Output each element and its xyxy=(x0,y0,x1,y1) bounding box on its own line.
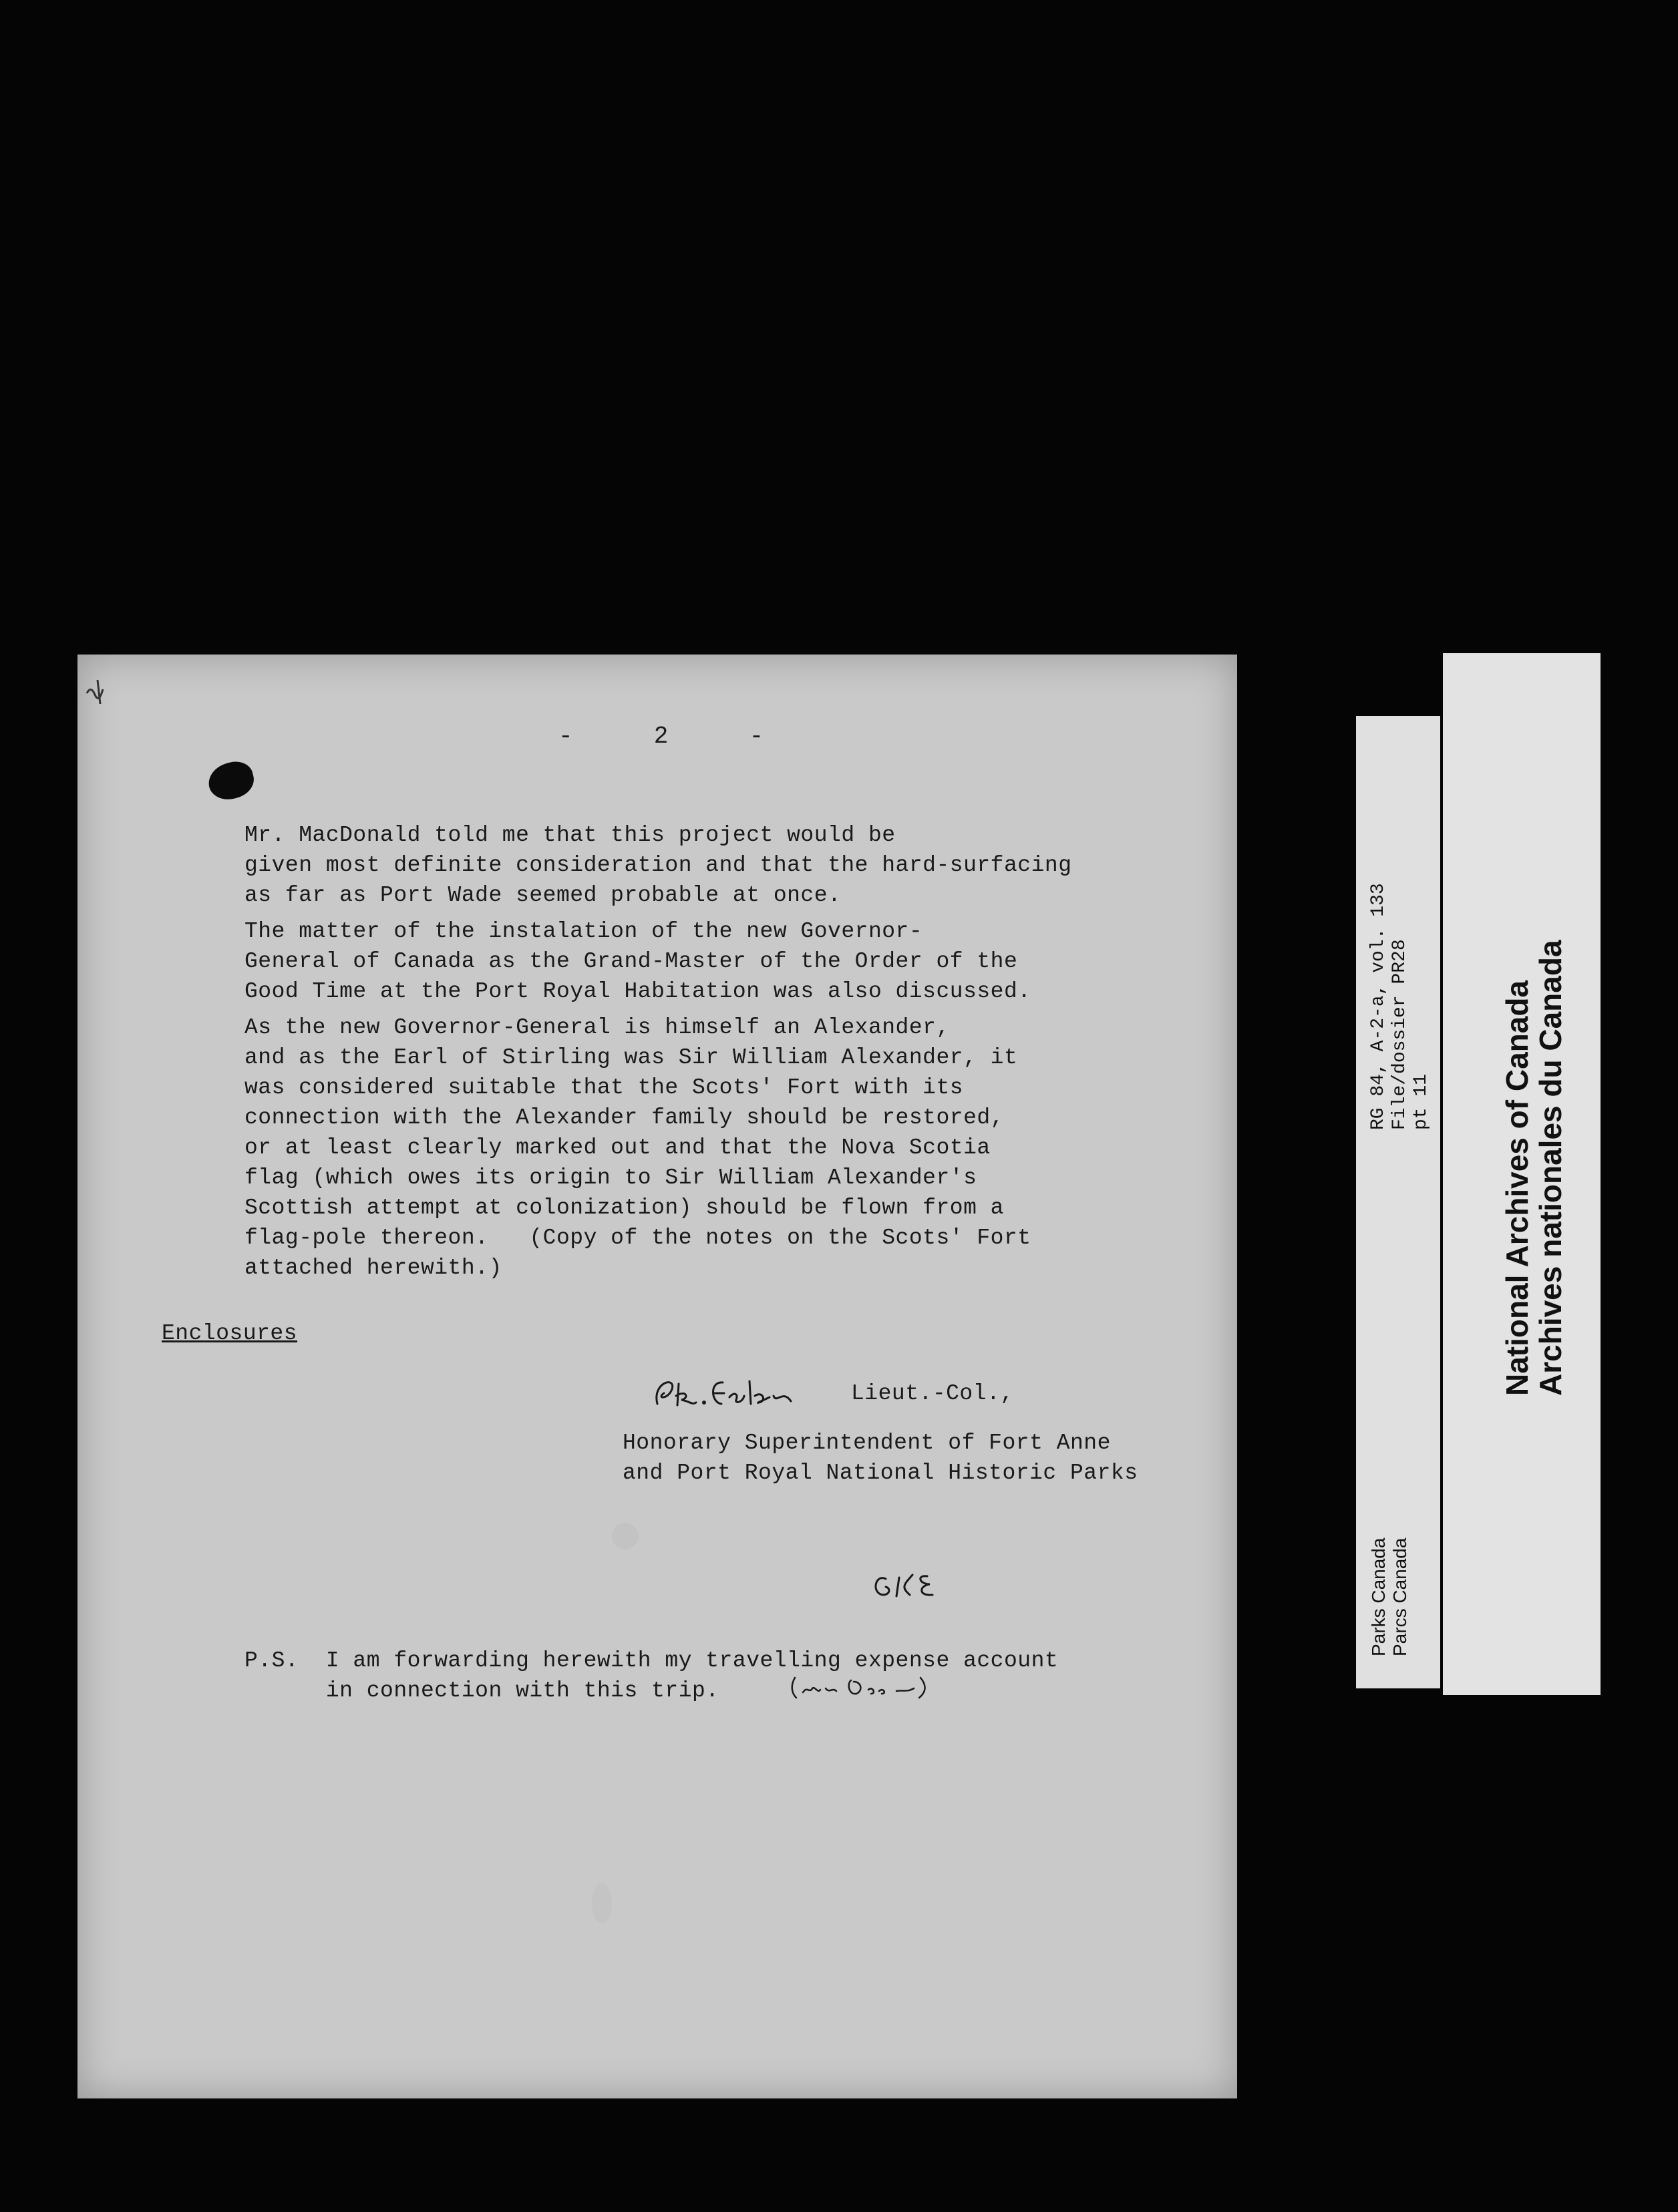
handwritten-signature xyxy=(649,1369,843,1416)
paragraph-1: Mr. MacDonald told me that this project would be given most definite consideration and that the hard-surfacing as far as Port Wade seemed probable at once. xyxy=(244,823,1072,908)
enclosures-label: Enclosures xyxy=(162,1321,298,1346)
handwritten-note xyxy=(790,1674,930,1700)
postscript: P.S. I am forwarding herewith my travelling expense account in connection with this trip. xyxy=(244,1648,1059,1703)
strip-reference-label: RG 84, A-2-a, vol. 133 File/dossier PR28 pt 11 xyxy=(1368,883,1432,1130)
margin-pencil-mark xyxy=(81,673,122,713)
handwritten-initials xyxy=(866,1564,966,1611)
paper-stain xyxy=(592,1883,612,1923)
page-number: - 2 - xyxy=(558,723,782,750)
national-archives-strip xyxy=(1443,653,1601,1695)
ink-blot xyxy=(204,758,257,804)
document-page xyxy=(77,655,1237,2098)
signature-title: Honorary Superintendent of Fort Anne and Port Royal National Historic Parks xyxy=(623,1431,1138,1485)
paragraph-2: The matter of the instalation of the new Governor- General of Canada as the Grand-Master of the Order of the Good Time at the Port Royal Habitation was also discussed. xyxy=(244,919,1031,1004)
archive-reference-strip xyxy=(1356,716,1440,1688)
strip-agency-label: Parks Canada Parcs Canada xyxy=(1368,1537,1410,1656)
strip-institution-label: National Archives of Canada Archives nationales du Canada xyxy=(1500,940,1568,1396)
signature-rank: Lieut.-Col., xyxy=(851,1381,1014,1406)
paper-stain xyxy=(612,1523,639,1549)
paragraph-3: As the new Governor-General is himself an Alexander, and as the Earl of Stirling was Sir William Alexander, it was considered suitable that the Scots' Fort with its connection with the Alexander family should be restored, or at least clearly marked out and that the Nova Scotia flag (which owes its origin to Sir William Alexander's Scottish attempt at colonization) should be flown from a flag-pole thereon. (Copy of the notes on the Scots' Fort attached herewith.) xyxy=(244,1015,1031,1280)
